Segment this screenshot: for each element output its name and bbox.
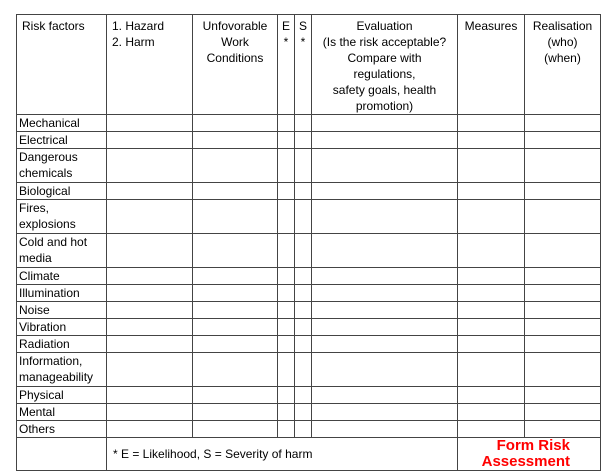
- e-cell[interactable]: [278, 149, 295, 183]
- hazard-harm-cell[interactable]: [107, 132, 193, 149]
- header-hazard-label: 1. Hazard: [112, 19, 165, 33]
- s-cell[interactable]: [295, 421, 312, 438]
- risk-factor-row: [17, 115, 601, 132]
- header-evaluation-line: safety goals, health: [332, 83, 437, 97]
- realisation-cell[interactable]: [525, 183, 601, 200]
- risk-factor-row: [17, 132, 601, 149]
- risk-factor-row: [17, 200, 601, 234]
- measures-cell[interactable]: [458, 234, 525, 268]
- e-cell[interactable]: [278, 183, 295, 200]
- evaluation-cell[interactable]: [312, 132, 458, 149]
- measures-cell[interactable]: [458, 404, 525, 421]
- evaluation-cell[interactable]: [312, 421, 458, 438]
- risk-factor-text: Electrical: [19, 133, 68, 147]
- evaluation-cell[interactable]: [312, 336, 458, 353]
- risk-factor-label: [17, 319, 107, 336]
- e-cell[interactable]: [278, 268, 295, 285]
- realisation-cell[interactable]: [525, 268, 601, 285]
- realisation-cell[interactable]: [525, 132, 601, 149]
- hazard-harm-cell[interactable]: [107, 268, 193, 285]
- hazard-harm-cell[interactable]: [107, 353, 193, 387]
- conditions-cell[interactable]: [193, 285, 278, 302]
- header-conditions-line: Conditions: [206, 51, 264, 65]
- measures-cell[interactable]: [458, 336, 525, 353]
- header-realisation-line: (who): [547, 35, 578, 49]
- hazard-harm-cell[interactable]: [107, 319, 193, 336]
- header-measures-label: Measures: [464, 19, 518, 33]
- s-cell[interactable]: [295, 200, 312, 234]
- risk-factor-row: [17, 302, 601, 319]
- risk-factor-label: [17, 200, 107, 234]
- header-hazard-harm: [107, 15, 193, 115]
- risk-factor-text: Noise: [19, 303, 50, 317]
- risk-factor-text: chemicals: [19, 166, 73, 180]
- conditions-cell[interactable]: [193, 115, 278, 132]
- evaluation-cell[interactable]: [312, 200, 458, 234]
- risk-factor-label: [17, 404, 107, 421]
- risk-factor-text: Cold and hot: [19, 235, 88, 249]
- evaluation-cell[interactable]: [312, 149, 458, 183]
- header-e-label: E: [281, 19, 290, 33]
- risk-factor-text: Radiation: [19, 337, 70, 351]
- header-risk-factors-label: Risk factors: [22, 19, 85, 33]
- risk-factor-label: [17, 183, 107, 200]
- hazard-harm-cell[interactable]: [107, 115, 193, 132]
- s-cell[interactable]: [295, 183, 312, 200]
- risk-factor-label: [17, 353, 107, 387]
- realisation-cell[interactable]: [525, 285, 601, 302]
- evaluation-cell[interactable]: [312, 319, 458, 336]
- conditions-cell[interactable]: [193, 336, 278, 353]
- form-title: Form Risk Assessment: [458, 438, 601, 471]
- evaluation-cell[interactable]: [312, 115, 458, 132]
- s-cell[interactable]: [295, 285, 312, 302]
- s-cell[interactable]: [295, 268, 312, 285]
- footer-blank-cell: [17, 438, 107, 471]
- s-cell[interactable]: [295, 149, 312, 183]
- s-cell[interactable]: [295, 353, 312, 387]
- conditions-cell[interactable]: [193, 302, 278, 319]
- risk-factor-row: [17, 319, 601, 336]
- e-cell[interactable]: [278, 132, 295, 149]
- risk-factor-label: [17, 149, 107, 183]
- risk-factor-row: [17, 149, 601, 183]
- risk-factor-text: Illumination: [19, 286, 80, 300]
- risk-factor-label: [17, 132, 107, 149]
- evaluation-cell[interactable]: [312, 404, 458, 421]
- evaluation-cell[interactable]: [312, 268, 458, 285]
- risk-factor-label: [17, 387, 107, 404]
- evaluation-cell[interactable]: [312, 302, 458, 319]
- e-cell[interactable]: [278, 234, 295, 268]
- risk-assessment-table: [16, 14, 601, 471]
- e-cell[interactable]: [278, 421, 295, 438]
- hazard-harm-cell[interactable]: [107, 336, 193, 353]
- risk-factor-text: explosions: [19, 217, 76, 231]
- measures-cell[interactable]: [458, 115, 525, 132]
- risk-factor-text: Dangerous: [19, 150, 78, 164]
- header-evaluation-line: Compare with regulations,: [347, 51, 422, 81]
- header-e: [278, 15, 295, 115]
- e-cell[interactable]: [278, 353, 295, 387]
- conditions-cell[interactable]: [193, 387, 278, 404]
- measures-cell[interactable]: [458, 387, 525, 404]
- realisation-cell[interactable]: [525, 353, 601, 387]
- risk-factor-label: [17, 302, 107, 319]
- hazard-harm-cell[interactable]: [107, 200, 193, 234]
- measures-cell[interactable]: [458, 285, 525, 302]
- realisation-cell[interactable]: [525, 319, 601, 336]
- measures-cell[interactable]: [458, 183, 525, 200]
- header-risk-factors: [17, 15, 107, 115]
- hazard-harm-cell[interactable]: [107, 183, 193, 200]
- conditions-cell[interactable]: [193, 132, 278, 149]
- realisation-cell[interactable]: [525, 115, 601, 132]
- footer-row: [17, 438, 601, 471]
- risk-factor-row: [17, 285, 601, 302]
- conditions-cell[interactable]: [193, 200, 278, 234]
- conditions-cell[interactable]: [193, 149, 278, 183]
- s-cell[interactable]: [295, 234, 312, 268]
- e-cell[interactable]: [278, 302, 295, 319]
- realisation-cell[interactable]: [525, 336, 601, 353]
- realisation-cell[interactable]: [525, 200, 601, 234]
- hazard-harm-cell[interactable]: [107, 387, 193, 404]
- header-measures: [458, 15, 525, 115]
- header-s-label: S: [298, 19, 307, 33]
- risk-factor-row: [17, 234, 601, 268]
- footnote: * E = Likelihood, S = Severity of harm: [107, 438, 458, 471]
- risk-factor-text: Mechanical: [19, 116, 80, 130]
- evaluation-cell[interactable]: [312, 387, 458, 404]
- header-conditions: [193, 15, 278, 115]
- measures-cell[interactable]: [458, 268, 525, 285]
- s-cell[interactable]: [295, 132, 312, 149]
- risk-factor-row: [17, 387, 601, 404]
- header-harm-label: 2. Harm: [112, 35, 155, 49]
- header-s: [295, 15, 312, 115]
- conditions-cell[interactable]: [193, 183, 278, 200]
- measures-cell[interactable]: [458, 319, 525, 336]
- risk-factor-row: [17, 404, 601, 421]
- header-realisation-line: Realisation: [532, 19, 593, 33]
- hazard-harm-cell[interactable]: [107, 285, 193, 302]
- s-cell[interactable]: [295, 302, 312, 319]
- s-cell[interactable]: [295, 319, 312, 336]
- hazard-harm-cell[interactable]: [107, 149, 193, 183]
- risk-factor-text: Biological: [19, 184, 71, 198]
- header-evaluation: [312, 15, 458, 115]
- realisation-cell[interactable]: [525, 404, 601, 421]
- measures-cell[interactable]: [458, 302, 525, 319]
- measures-cell[interactable]: [458, 132, 525, 149]
- risk-factor-text: Climate: [19, 269, 60, 283]
- risk-factor-label: [17, 285, 107, 302]
- conditions-cell[interactable]: [193, 319, 278, 336]
- measures-cell[interactable]: [458, 353, 525, 387]
- risk-factor-row: [17, 353, 601, 387]
- risk-factor-text: manageability: [19, 370, 94, 384]
- risk-factor-row: [17, 268, 601, 285]
- header-conditions-line: Work: [221, 35, 249, 49]
- risk-factor-label: [17, 115, 107, 132]
- s-cell[interactable]: [295, 404, 312, 421]
- risk-factor-row: [17, 336, 601, 353]
- e-cell[interactable]: [278, 285, 295, 302]
- e-cell[interactable]: [278, 115, 295, 132]
- risk-factor-text: Physical: [19, 388, 64, 402]
- risk-factor-label: [17, 336, 107, 353]
- header-evaluation-line: Evaluation: [356, 19, 413, 33]
- hazard-harm-cell[interactable]: [107, 404, 193, 421]
- header-conditions-line: Unfovorable: [202, 19, 268, 33]
- e-cell[interactable]: [278, 200, 295, 234]
- header-realisation-line: (when): [544, 51, 581, 65]
- conditions-cell[interactable]: [193, 404, 278, 421]
- s-cell[interactable]: [295, 336, 312, 353]
- header-e-asterisk: *: [283, 35, 289, 49]
- evaluation-cell[interactable]: [312, 183, 458, 200]
- conditions-cell[interactable]: [193, 421, 278, 438]
- realisation-cell[interactable]: [525, 149, 601, 183]
- measures-cell[interactable]: [458, 149, 525, 183]
- risk-factor-text: Mental: [19, 405, 56, 419]
- header-realisation: [525, 15, 601, 115]
- measures-cell[interactable]: [458, 200, 525, 234]
- risk-factor-text: Fires,: [19, 201, 49, 215]
- conditions-cell[interactable]: [193, 268, 278, 285]
- hazard-harm-cell[interactable]: [107, 234, 193, 268]
- hazard-harm-cell[interactable]: [107, 302, 193, 319]
- e-cell[interactable]: [278, 404, 295, 421]
- header-evaluation-line: promotion): [355, 99, 414, 113]
- risk-factor-label: [17, 234, 107, 268]
- s-cell[interactable]: [295, 387, 312, 404]
- risk-factor-label: [17, 268, 107, 285]
- e-cell[interactable]: [278, 336, 295, 353]
- realisation-cell[interactable]: [525, 387, 601, 404]
- evaluation-cell[interactable]: [312, 353, 458, 387]
- e-cell[interactable]: [278, 387, 295, 404]
- risk-factor-text: media: [19, 251, 52, 265]
- risk-factor-row: [17, 421, 601, 438]
- risk-factor-row: [17, 183, 601, 200]
- s-cell[interactable]: [295, 115, 312, 132]
- risk-factor-text: Vibration: [19, 320, 67, 334]
- measures-cell[interactable]: [458, 421, 525, 438]
- realisation-cell[interactable]: [525, 234, 601, 268]
- header-evaluation-line: (Is the risk acceptable?: [322, 35, 447, 49]
- realisation-cell[interactable]: [525, 302, 601, 319]
- conditions-cell[interactable]: [193, 234, 278, 268]
- header-s-asterisk: *: [300, 35, 306, 49]
- risk-factor-label: [17, 421, 107, 438]
- realisation-cell[interactable]: [525, 421, 601, 438]
- hazard-harm-cell[interactable]: [107, 421, 193, 438]
- conditions-cell[interactable]: [193, 353, 278, 387]
- risk-factor-text: Others: [19, 422, 56, 436]
- evaluation-cell[interactable]: [312, 234, 458, 268]
- risk-factor-text: Information,: [19, 354, 83, 368]
- evaluation-cell[interactable]: [312, 285, 458, 302]
- e-cell[interactable]: [278, 319, 295, 336]
- header-row: [17, 15, 601, 115]
